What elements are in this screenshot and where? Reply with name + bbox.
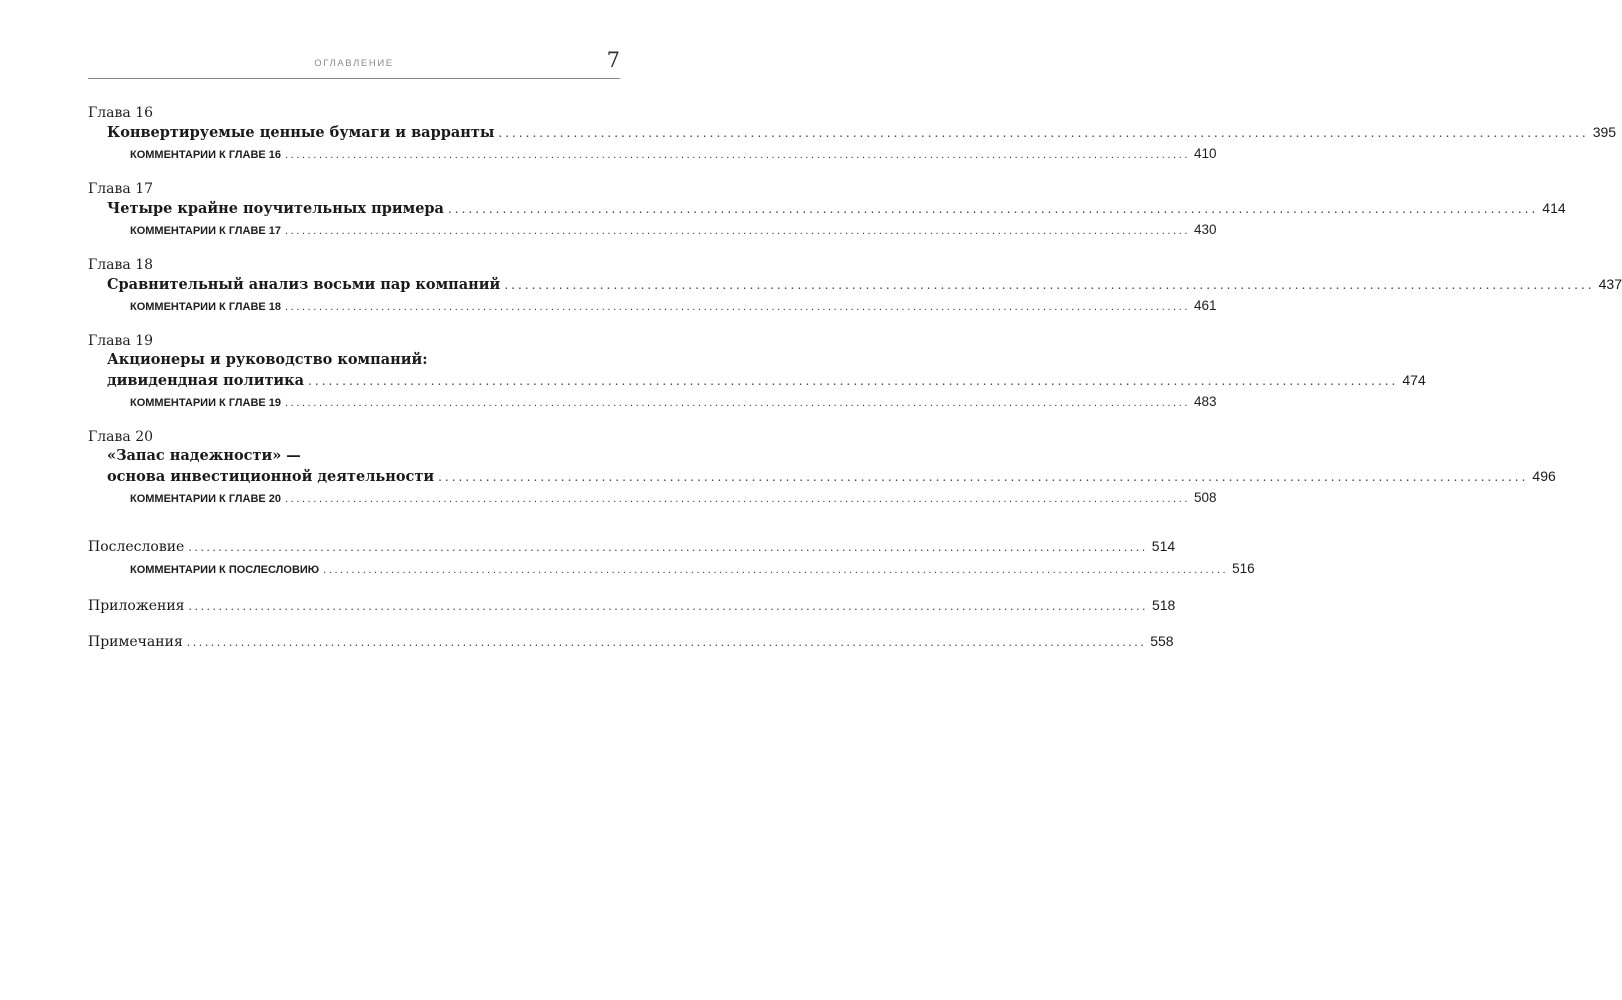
dot-leader: ................................................................................................................................................................: [504, 278, 1595, 292]
comments-title: КОММЕНТАРИИ К ГЛАВЕ 19: [130, 397, 282, 409]
chapter-label: Глава 17: [88, 181, 154, 197]
table-of-contents: [88, 104, 1622, 653]
chapter-label: Глава 19: [88, 333, 154, 349]
page-ref: 516: [1232, 561, 1255, 576]
toc-entry-chapter-18[interactable]: [88, 274, 1622, 295]
comments-title: КОММЕНТАРИИ К ПОСЛЕСЛОВИЮ: [130, 564, 320, 576]
page-ref: 514: [1151, 538, 1176, 554]
page-ref: 395: [1592, 124, 1617, 140]
page-ref: 474: [1402, 372, 1426, 388]
dot-leader: ................................................................................................................................................................: [285, 225, 1191, 237]
toc-entry-comments-18[interactable]: [88, 295, 1217, 318]
page-number: 7: [606, 48, 620, 72]
toc-entry-comments-17[interactable]: [88, 219, 1217, 242]
page-ref: 558: [1150, 633, 1174, 649]
toc-entry-comments-20[interactable]: [88, 487, 1217, 510]
section-title: Приложения: [88, 598, 185, 614]
page-ref: 414: [1542, 200, 1566, 216]
page-ref: 461: [1194, 298, 1217, 313]
toc-entry-comments-16[interactable]: [88, 143, 1217, 166]
chapter-label: Глава 20: [88, 429, 154, 445]
chapter-title-line-2: основа инвестиционной деятельности: [107, 468, 435, 485]
chapter-title: Конвертируемые ценные бумаги и варранты: [107, 124, 495, 141]
toc-entry-notes[interactable]: [88, 631, 1174, 653]
toc-entry-comments-19[interactable]: [88, 391, 1217, 414]
comments-title: КОММЕНТАРИИ К ГЛАВЕ 20: [130, 493, 282, 505]
comments-title: КОММЕНТАРИИ К ГЛАВЕ 16: [130, 149, 282, 161]
dot-leader: ................................................................................................................................................................: [447, 202, 1539, 216]
dot-leader: ................................................................................................................................................................: [188, 600, 1148, 613]
dot-leader: ................................................................................................................................................................: [285, 301, 1191, 313]
section-title: Примечания: [88, 634, 183, 650]
page-ref: 430: [1194, 222, 1217, 237]
chapter-title: Сравнительный анализ восьми пар компаний: [107, 276, 501, 293]
chapter-label: Глава 16: [88, 105, 154, 121]
dot-leader: ................................................................................................................................................................: [323, 564, 1229, 576]
chapter-title-line-2: дивидендная политика: [107, 372, 305, 389]
toc-entry-chapter-16[interactable]: [88, 122, 1617, 143]
toc-chapter-17: [88, 180, 1566, 242]
toc-afterword: [88, 536, 1255, 581]
page-ref: 496: [1532, 468, 1556, 484]
dot-leader: ................................................................................................................................................................: [285, 493, 1191, 505]
dot-leader: ................................................................................................................................................................: [188, 541, 1148, 554]
dot-leader: ................................................................................................................................................................: [285, 149, 1191, 161]
toc-entry-afterword[interactable]: [88, 536, 1176, 558]
chapter-title-line-1[interactable]: «Запас надежности» —: [107, 447, 301, 464]
page-ref: 483: [1194, 394, 1217, 409]
dot-leader: ................................................................................................................................................................: [438, 470, 1529, 484]
page-ref: 508: [1194, 490, 1217, 505]
dot-leader: ................................................................................................................................................................: [186, 636, 1147, 649]
toc-entry-chapter-20[interactable]: [88, 466, 1556, 487]
comments-title: КОММЕНТАРИИ К ГЛАВЕ 18: [130, 301, 282, 313]
toc-chapter-16: [88, 104, 1617, 166]
toc-chapter-18: [88, 256, 1622, 318]
running-head: ОГЛАВЛЕНИЕ: [314, 58, 394, 69]
page-header: [88, 46, 620, 79]
chapter-label: Глава 18: [88, 257, 154, 273]
toc-chapter-20: [88, 428, 1556, 510]
dot-leader: ................................................................................................................................................................: [498, 126, 1589, 140]
toc-entry-chapter-19[interactable]: [88, 370, 1426, 391]
page-ref: 518: [1151, 597, 1176, 613]
dot-leader: ................................................................................................................................................................: [285, 397, 1191, 409]
toc-entry-comments-afterword[interactable]: [88, 558, 1255, 581]
toc-chapter-19: [88, 332, 1426, 414]
comments-title: КОММЕНТАРИИ К ГЛАВЕ 17: [130, 225, 282, 237]
page-ref: 410: [1194, 146, 1217, 161]
page-ref: 437: [1598, 276, 1622, 292]
toc-entry-appendices[interactable]: [88, 595, 1176, 617]
dot-leader: ................................................................................................................................................................: [308, 374, 1399, 388]
section-title: Послесловие: [88, 539, 185, 555]
chapter-title-line-1[interactable]: Акционеры и руководство компаний:: [107, 351, 428, 368]
toc-entry-chapter-17[interactable]: [88, 198, 1566, 219]
chapter-title: Четыре крайне поучительных примера: [107, 200, 444, 217]
